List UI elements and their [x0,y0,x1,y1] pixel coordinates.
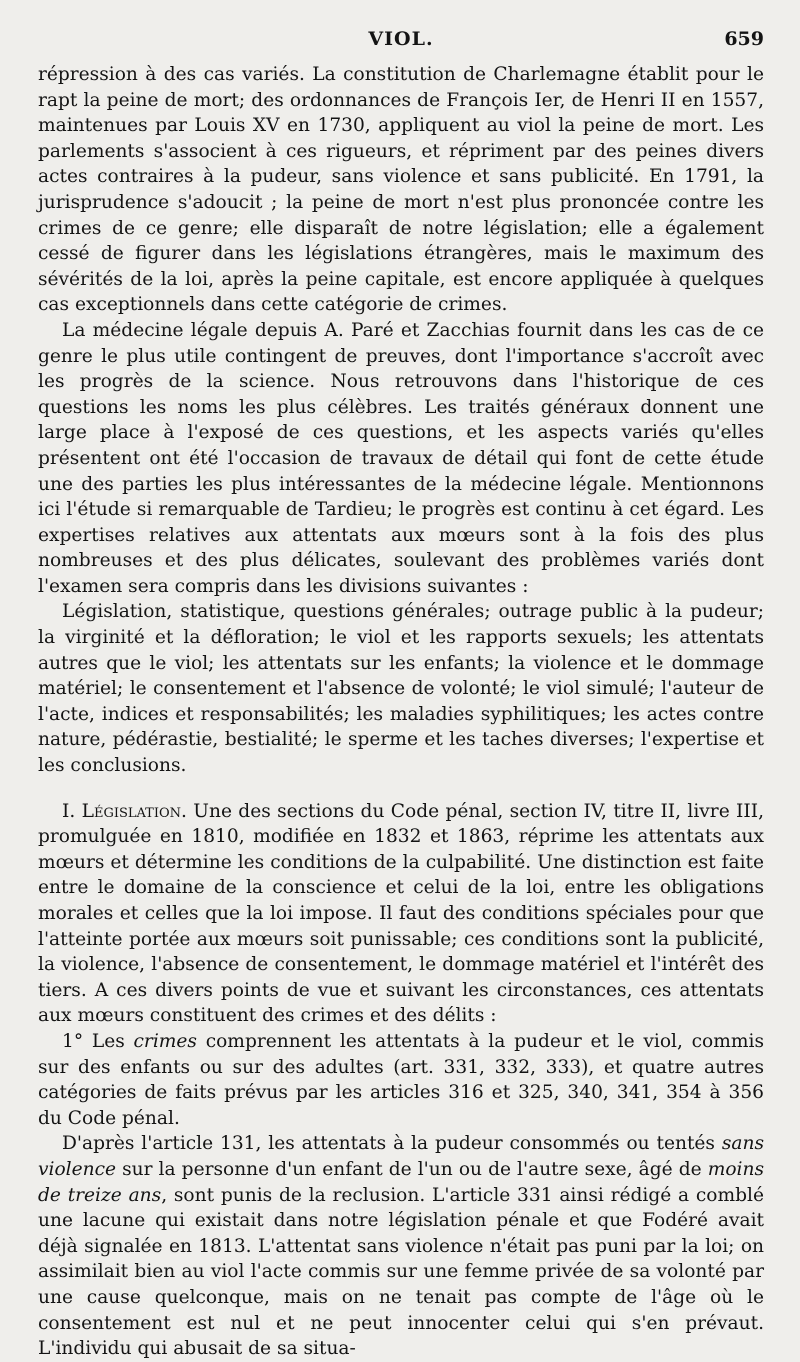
paragraph-text: D'après l'article 131, les attentats à la pudeur consommés ou tentés [62,1133,722,1155]
paragraph-text: Une des sections du Code pénal, section IV, titre II, livre III, promulguée en 1810, modifiée en 1832 et 1863, réprime les attentats aux mœurs et détermine les conditions de la culpabilité. Une distinction est faite entre le domaine de la conscience et celui de la loi, entre les obligations morales et celles que la loi impose. Il faut des conditions spéciales pour que l'atteinte portée aux mœurs soit punissable; ces conditions sont la publicité, la violence, l'absence de consentement, le dommage matériel et l'intérêt des tiers. A ces divers points de vue et suivant les circonstances, ces attentats aux mœurs constituent des crimes et des délits : [38,800,764,1027]
paragraph-text: La médecine légale depuis A. Paré et Zacchias fournit dans les cas de ce genre le plus utile contingent de preuves, dont l'importance s'accroît avec les progrès de la science. Nous retrouvons dans l'historique de ces questions les noms les plus célèbres. Les traités généraux donnent une large place à l'exposé de ces questions, et les aspects variés qu'elles présentent ont été l'occasion de travaux de détail qui font de cette étude une des parties les plus intéressantes de la médecine légale. Mentionnons ici l'étude si remarquable de Tardieu; le progrès est continu à cet égard. Les expertises relatives aux attentats aux mœurs sont à la fois des plus nombreuses et des plus délicates, soulevant des problèmes variés dont l'examen sera compris dans les divisions suivantes : [38,319,764,597]
paragraph-lead: 1° Les [62,1030,134,1052]
running-title: VIOL. [368,28,434,50]
paragraph-legislation [38,799,764,1029]
emphasis-crimes: crimes [133,1030,197,1052]
paragraph-text: Législation, statistique, questions générales; outrage public à la pudeur; la virginité et la défloration; le viol et les rapports sexuels; les attentats autres que le viol; les attentats sur les enfants; la violence et le dommage matériel; le consentement et l'absence de volonté; le viol simulé; l'auteur de l'acte, indices et responsabilités; les maladies syphilitiques; les actes contre nature, pédérastie, bestialité; le sperme et les taches diverses; l'expertise et les conclusions. [38,601,764,777]
section-heading: I. Législation. [62,800,187,822]
paragraph-text: sur la personne d'un enfant de l'un ou de l'autre sexe, âgé de [116,1158,708,1180]
emphasis-sans-violence: sans violence [38,1133,764,1180]
page-number: 659 [724,28,764,50]
paragraph-history [38,62,764,318]
paragraph-divisions [38,599,764,778]
body-text [38,62,764,1362]
paragraph-crimes [38,1029,764,1131]
paragraph-text: répression à des cas variés. La constitution de Charlemagne établit pour le rapt la peine de mort; des ordonnances de François Ier, de Henri II en 1557, maintenues par Louis XV en 1730, appliquent au viol la peine de mort. Les parlements s'associent à ces rigueurs, et répriment par des peines divers actes contraires à la pudeur, sans violence et sans publicité. En 1791, la jurisprudence s'adoucit ; la peine de mort n'est plus prononcée contre les crimes de ce genre; elle disparaît de notre législation; elle a également cessé de figurer dans les législations étrangères, mais le maximum des sévérités de la loi, après la peine capitale, est encore appliquée à quelques cas exceptionnels dans cette catégorie de crimes. [38,64,764,316]
paragraph-forensic-medicine [38,318,764,600]
emphasis-age: moins de treize ans [38,1158,764,1206]
paragraph-text: , sont punis de la reclusion. L'article 331 ainsi rédigé a comblé une lacune qui existait dans notre législation pénale et que Fodéré avait déjà signalée en 1813. L'attentat sans violence n'était pas puni par la loi; on assimilait bien au viol l'acte commis sur une femme privée de sa volonté par une cause quelconque, mais on ne tenait pas compte de l'âge où le consentement est nul et ne peut innocenter celui qui s'en prévaut. L'individu qui abusait de sa situa- [38,1184,764,1360]
running-head [38,28,764,62]
paragraph-article-131 [38,1131,764,1361]
paragraph-text: comprennent les attentats à la pudeur et le viol, commis sur des enfants ou sur des adultes (art. 331, 332, 333), et quatre autres catégories de faits prévus par les articles 316 et 325, 340, 341, 354 à 356 du Code pénal. [38,1030,764,1129]
